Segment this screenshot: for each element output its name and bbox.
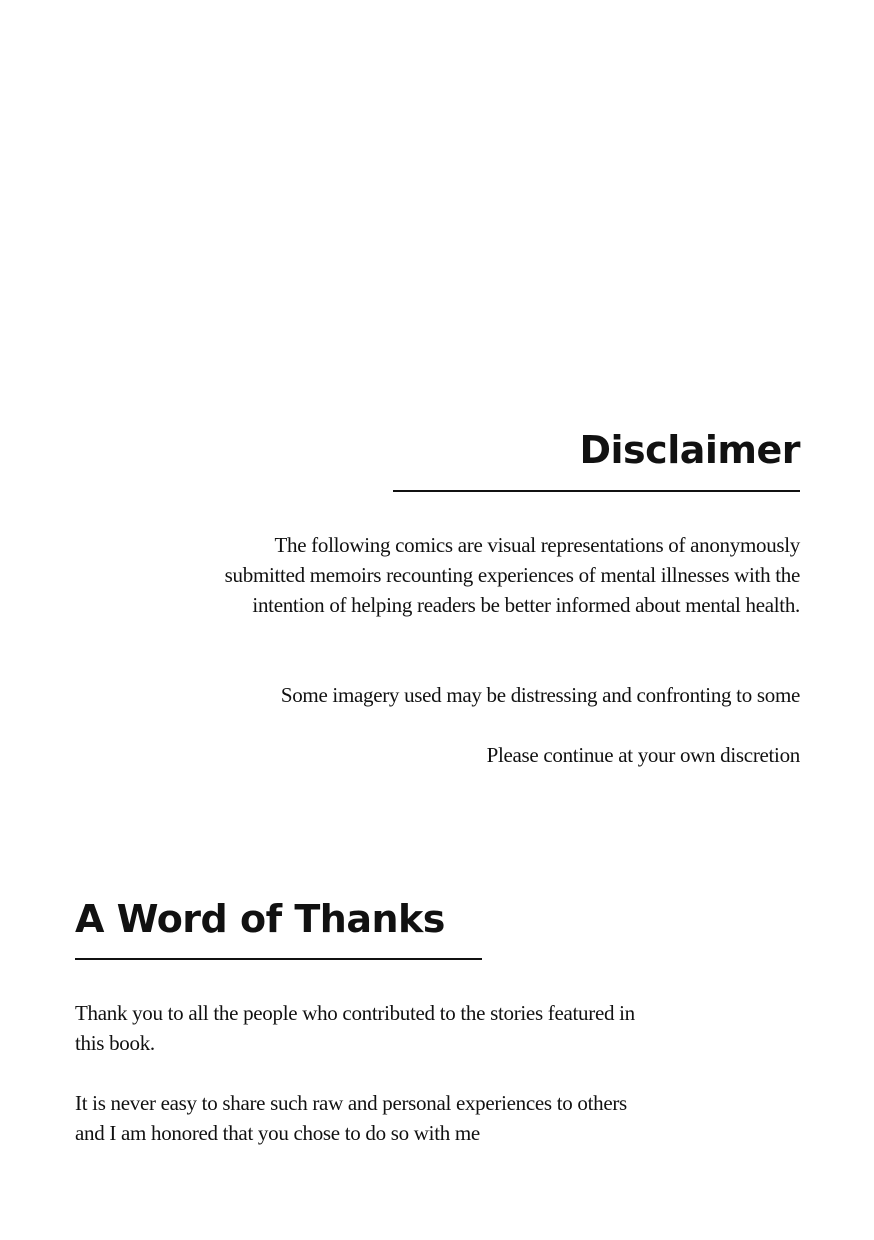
thanks-heading: A Word of Thanks (75, 897, 445, 941)
thanks-paragraph-contributors: Thank you to all the people who contributed to the stories featured in this book. (75, 1001, 635, 1055)
disclaimer-paragraph-intro: The following comics are visual representations of anonymously submitted memoirs recounting experiences of mental illnesses with the intention of helping readers be better informed about mental health. (224, 533, 800, 617)
disclaimer-heading: Disclaimer (579, 428, 800, 472)
thanks-divider (75, 958, 482, 960)
disclaimer-divider (393, 490, 800, 492)
thanks-paragraph-gratitude: It is never easy to share such raw and personal experiences to others and I am honored that you chose to do so with me (75, 1091, 627, 1145)
disclaimer-paragraph-warning: Some imagery used may be distressing and confronting to some (280, 683, 800, 707)
disclaimer-paragraph-discretion: Please continue at your own discretion (486, 743, 800, 767)
